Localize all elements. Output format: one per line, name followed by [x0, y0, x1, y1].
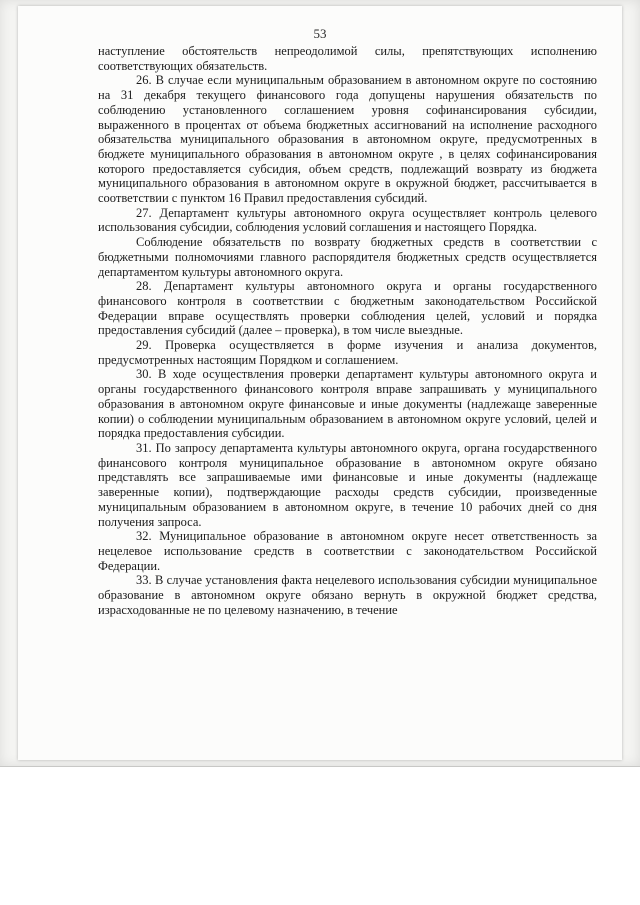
- page-number: 53: [313, 26, 327, 41]
- paragraph-31: 31. По запросу департамента культуры автономного округа, органа государственного финансового контроля муниципальное образование в автономном округе обязано представлять все запрашиваемые ими финансовые и иные документы (надлежаще заверенные копии), подтверждающие расходы средств субсидии, произведенные муниципальным образованием в автономном округе, в течение 10 рабочих дней со дня получения запроса.: [98, 440, 597, 529]
- paragraph-26: 26. В случае если муниципальным образованием в автономном округе по состоянию на 31 декабря текущего финансового года допущены нарушения обязательств по соблюдению установленного соглашением уровня софинансирования субсидии, выраженного в процентах от объема бюджетных ассигнований на исполнение расходного обязательства муниципального образования в автономном округе, предусмотренных в бюджете муниципального образования в автономном округе , в целях софинансирования которого предоставляется субсидия, объем средств, подлежащий возврату из бюджета муниципального образования в автономном округе в окружной бюджет, рассчитывается в соответствии с пунктом 16 Правил предоставления субсидий.: [98, 73, 597, 206]
- paragraph-33: 33. В случае установления факта нецелевого использования субсидии муниципальное образование в автономном округе обязано вернуть в окружной бюджет средства, израсходованные не по целевому назначению, в течение: [98, 573, 597, 617]
- paragraph-budget-return: Соблюдение обязательств по возврату бюджетных средств в соответствии с бюджетными полномочиями главного распорядителя бюджетных средств осуществляется департаментом культуры автономного округа.: [98, 235, 597, 279]
- document-body: [98, 44, 597, 617]
- paragraph-30: 30. В ходе осуществления проверки департамент культуры автономного округа и органы государственного финансового контроля вправе запрашивать у муниципального образования в автономном округе финансовые и иные документы (надлежаще заверенные копии) о соблюдении муниципальным образованием в автономном округе условий, целей и порядка предоставления субсидии.: [98, 367, 597, 441]
- paragraph-27: 27. Департамент культуры автономного округа осуществляет контроль целевого использования субсидии, соблюдения условий соглашения и настоящего Порядка.: [98, 205, 597, 235]
- paragraph-continuation: наступление обстоятельств непреодолимой силы, препятствующих исполнению соответствующих обязательств.: [98, 44, 597, 73]
- paragraph-32: 32. Муниципальное образование в автономном округе несет ответственность за нецелевое использование средств в соответствии с законодательством Российской Федерации.: [98, 529, 597, 573]
- paragraph-28: 28. Департамент культуры автономного округа и органы государственного финансового контроля в соответствии с бюджетным законодательством Российской Федерации вправе осуществлять проверки соблюдения целей, условий и порядка предоставления субсидий (далее – проверка), в том числе выездные.: [98, 279, 597, 338]
- paragraph-29: 29. Проверка осуществляется в форме изучения и анализа документов, предусмотренных настоящим Порядком и соглашением.: [98, 338, 597, 367]
